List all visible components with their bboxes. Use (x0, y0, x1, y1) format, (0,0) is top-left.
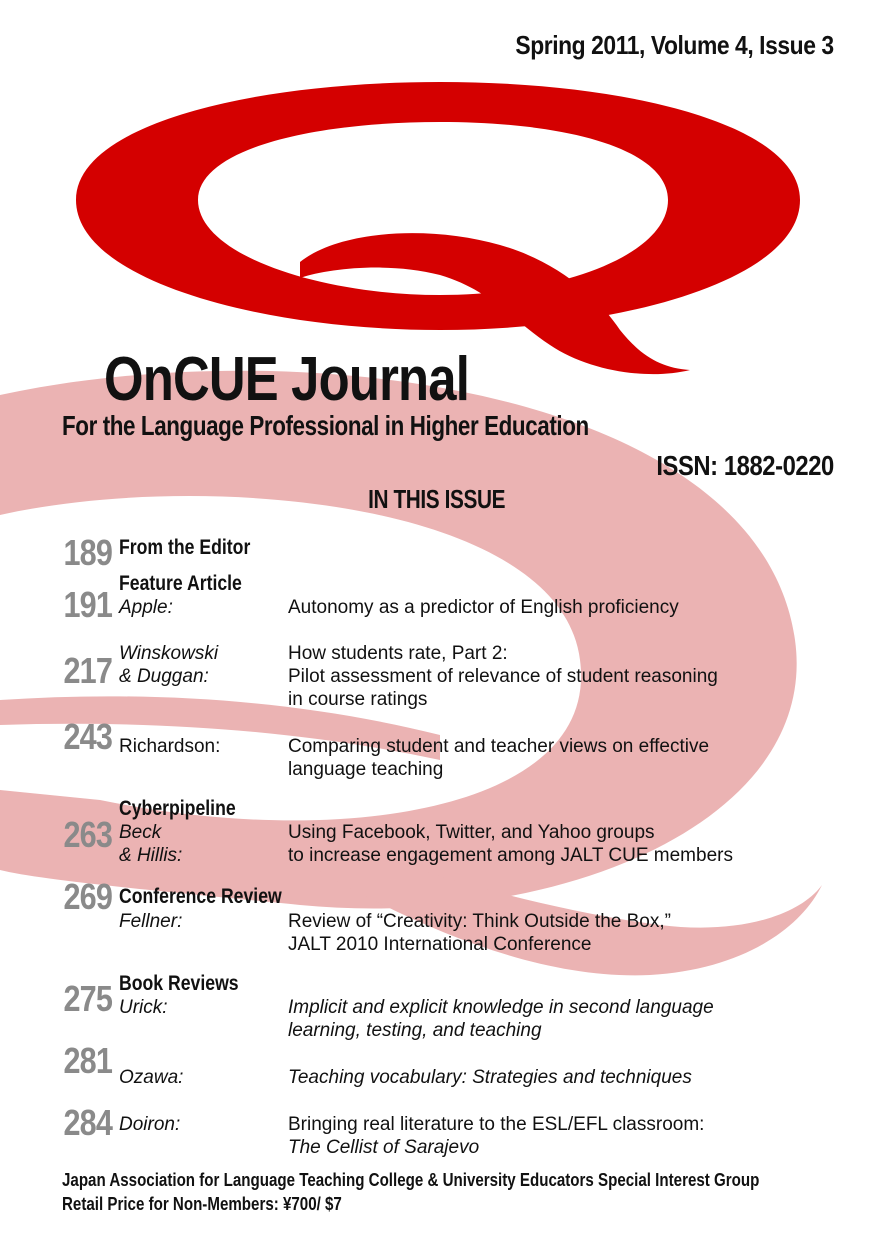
page-number: 243 (63, 716, 112, 757)
page-number: 263 (63, 814, 112, 855)
page-number: 284 (63, 1102, 112, 1143)
page-number: 269 (63, 876, 112, 917)
article-title (288, 735, 828, 781)
article-author: Richardson: (119, 736, 221, 757)
title-line: in course ratings (288, 689, 428, 710)
title-line: Comparing student and teacher views on effective (288, 736, 710, 757)
page-number: 281 (63, 1040, 112, 1081)
article-author: Apple: (119, 597, 173, 618)
article-author: Doiron: (119, 1114, 181, 1135)
section-heading: Conference Review (119, 885, 282, 908)
article-title (288, 821, 828, 867)
article-author: Fellner: (119, 911, 183, 932)
section-heading: Feature Article (119, 572, 242, 595)
title-line: Bringing real literature to the ESL/EFL classroom: (288, 1114, 705, 1135)
page-number: 191 (63, 584, 112, 625)
retail-price: Retail Price for Non-Members: ¥700/ $7 (62, 1194, 342, 1214)
issue-info: Spring 2011, Volume 4, Issue 3 (515, 30, 834, 60)
page-number: 189 (63, 532, 112, 573)
title-line: Pilot assessment of relevance of student reasoning (288, 666, 718, 687)
article-author (119, 821, 279, 867)
author-line: Winskowski (119, 643, 219, 664)
article-title: Teaching vocabulary: Strategies and techniques (288, 1067, 692, 1088)
title-line: The Cellist of Sarajevo (288, 1137, 480, 1158)
section-heading: Book Reviews (119, 972, 239, 995)
section-heading: From the Editor (119, 536, 251, 559)
title-line: Using Facebook, Twitter, and Yahoo groups (288, 822, 655, 843)
article-title (288, 910, 828, 956)
article-author (119, 642, 279, 688)
title-line: learning, testing, and teaching (288, 1020, 542, 1041)
journal-title: OnCUE Journal (104, 345, 470, 414)
article-title (288, 1113, 828, 1159)
author-line: & Hillis: (119, 845, 183, 866)
page-number: 217 (63, 650, 112, 691)
article-author: Urick: (119, 997, 168, 1018)
author-line: Beck (119, 822, 162, 843)
section-heading: Cyberpipeline (119, 797, 236, 820)
issn-number: ISSN: 1882-0220 (656, 450, 834, 481)
title-line: How students rate, Part 2: (288, 643, 508, 664)
title-line: Implicit and explicit knowledge in second language (288, 997, 714, 1018)
page-number: 275 (63, 978, 112, 1019)
contents-heading: IN THIS ISSUE (368, 484, 506, 514)
q-logo (76, 82, 800, 374)
title-line: language teaching (288, 759, 444, 780)
title-line: to increase engagement among JALT CUE members (288, 845, 733, 866)
title-line: Review of “Creativity: Think Outside the Box,” (288, 911, 671, 932)
journal-subtitle: For the Language Professional in Higher Education (62, 410, 589, 441)
publisher-line: Japan Association for Language Teaching College & University Educators Special Interest Group (62, 1170, 760, 1190)
article-author: Ozawa: (119, 1067, 184, 1088)
article-title: Autonomy as a predictor of English proficiency (288, 597, 679, 618)
article-title (288, 642, 828, 711)
article-title (288, 996, 828, 1042)
title-line: JALT 2010 International Conference (288, 934, 592, 955)
author-line: & Duggan: (119, 666, 209, 687)
